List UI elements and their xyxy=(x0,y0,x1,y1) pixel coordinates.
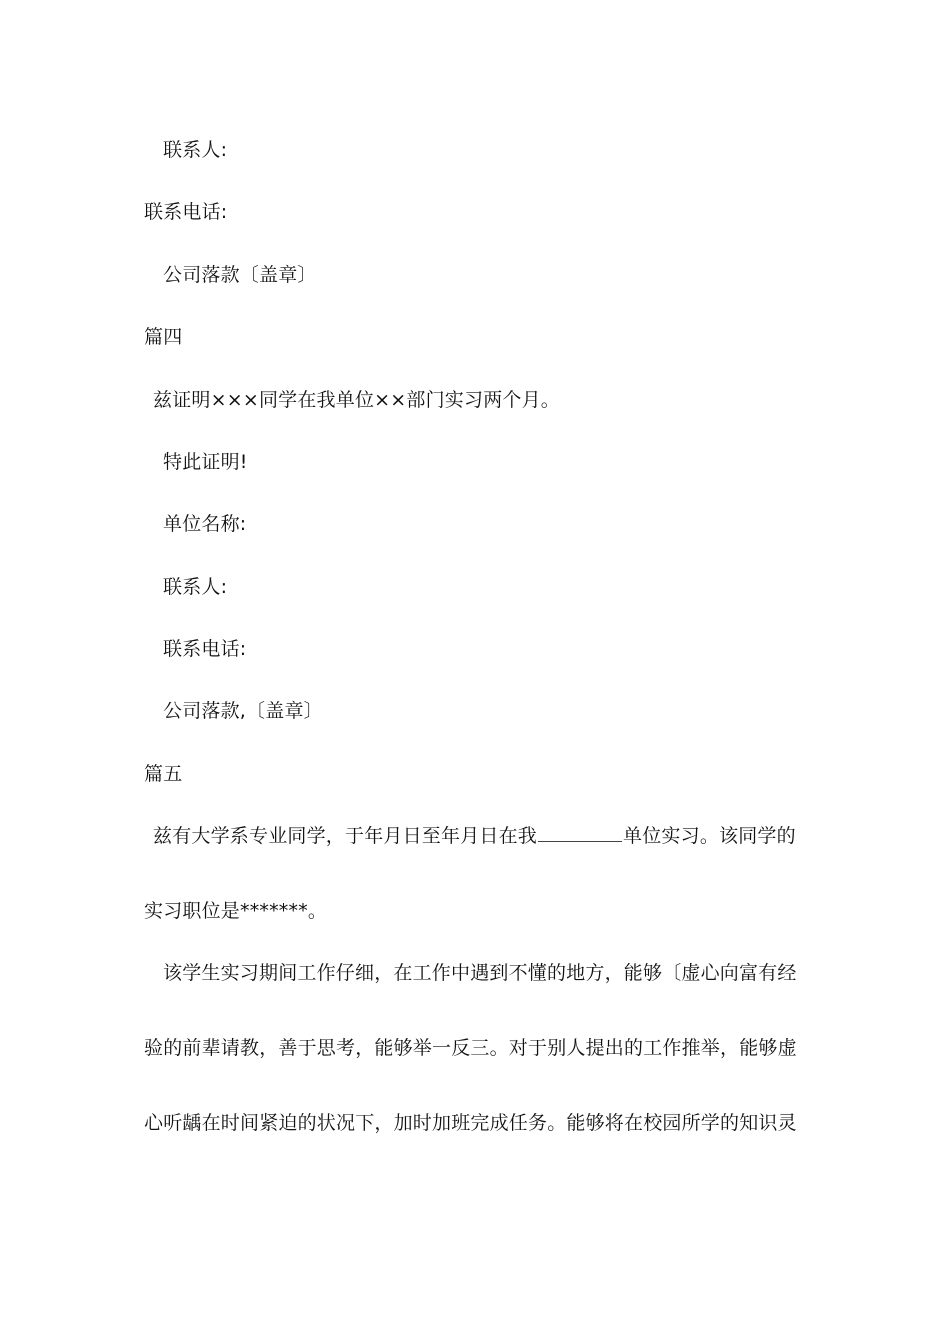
certificate-closing: 特此证明! xyxy=(163,451,248,473)
blank-unit-field xyxy=(538,825,622,842)
company-signature-label: 公司落款〔盖章〕 xyxy=(163,264,317,286)
company-signature-label-2: 公司落款,〔盖章〕 xyxy=(163,700,323,722)
evaluation-line-2: 验的前辈请教，善于思考，能够举一反三。对于别人提出的工作推举，能够虚 xyxy=(144,1037,797,1059)
internship-statement-part-2: 单位实习。该同学的 xyxy=(623,825,796,847)
evaluation-line-3: 心听龋在时间紧迫的状况下，加时加班完成任务。能够将在校园所学的知识灵 xyxy=(144,1112,797,1134)
contact-person-label-2: 联系人: xyxy=(163,576,228,598)
section-heading-four: 篇四 xyxy=(144,326,183,348)
evaluation-line-1: 该学生实习期间工作仔细，在工作中遇到不懂的地方，能够〔虚心向富有经 xyxy=(163,962,797,984)
section-heading-five: 篇五 xyxy=(144,763,183,785)
internship-statement-line-1 xyxy=(153,824,796,848)
certificate-statement: 兹证明×××同学在我单位××部门实习两个月。 xyxy=(153,389,561,411)
contact-person-label: 联系人: xyxy=(163,139,228,161)
internship-position-line: 实习职位是*******。 xyxy=(144,900,328,922)
contact-phone-label: 联系电话: xyxy=(144,201,228,223)
contact-phone-label-2: 联系电话: xyxy=(163,638,247,660)
internship-statement-part-1: 兹有大学系专业同学，于年月日至年月日在我 xyxy=(153,825,538,847)
unit-name-label: 单位名称: xyxy=(163,513,247,535)
